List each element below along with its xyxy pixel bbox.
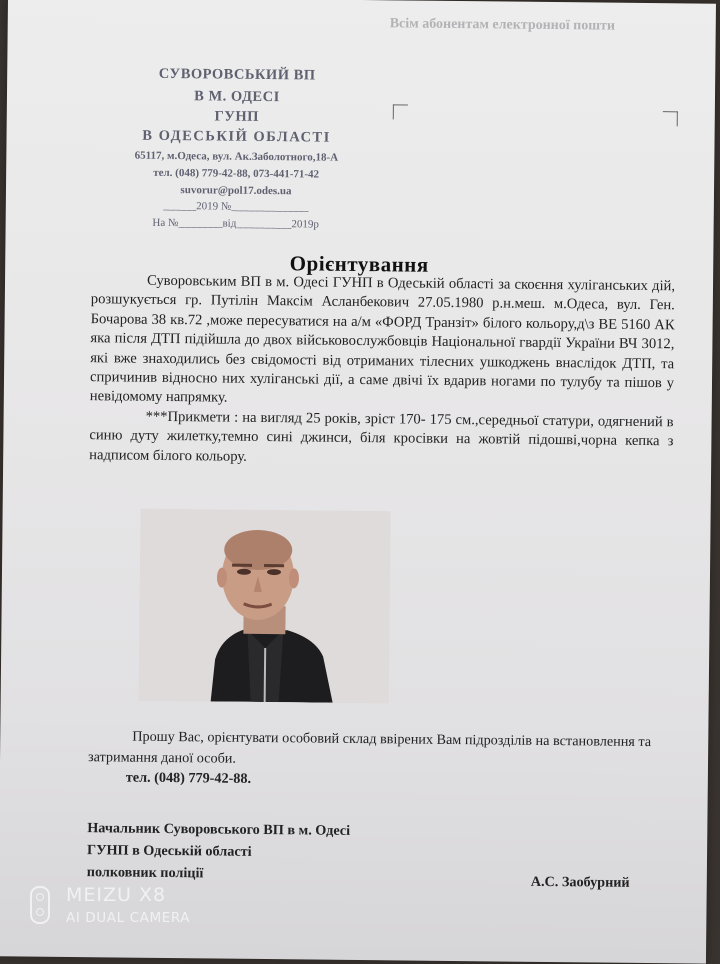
header-line-1: СУВОРОВСЬКИЙ ВП: [158, 65, 316, 84]
outgoing-number: ______2019 №______________: [163, 199, 309, 214]
header-line-3: ГУНП: [214, 108, 260, 125]
document-body: [89, 271, 675, 471]
header-line-4: В ОДЕСЬКІЙ ОБЛАСТІ: [142, 127, 331, 146]
camera-watermark: [30, 884, 190, 926]
suspect-photo: [139, 509, 391, 704]
incoming-number: На №________від__________2019р: [152, 216, 319, 231]
corner-mark-left: [393, 104, 408, 119]
watermark-subtitle: AI DUAL CAMERA: [66, 910, 191, 926]
header-address: 65117, м.Одеса, вул. Ак.Заболотного,18-А: [134, 149, 339, 164]
addressee-line: Всім абонентам електронної пошти: [389, 16, 616, 34]
watermark-brand: MEIZU X8: [66, 884, 167, 906]
contact-phone: тел. (048) 779-42-88.: [125, 769, 252, 787]
dual-camera-icon: [30, 886, 50, 924]
document-title: Орієнтування: [289, 251, 429, 277]
signature-rank: полковник поліції: [86, 864, 204, 882]
signature-position-line-1: Начальник Суворовського ВП в м. Одесі: [87, 820, 351, 839]
body-paragraph-1: Суворовським ВП в м. Одесі ГУНП в Одеській області за скоєння хуліганських дій, розшукується гр. Путілін Максім Асланбекович 27.05.1980 р.н.меш. м.Одеса, вул. Ген. Бочарова 38 кв.72 ,може пересуватися на а/м «ФОРД Транзіт» білого кольору,д\з ВЕ 5160 АК яка після ДТП підійшла до двох військовослужбовців Національної гвардії України ВЧ 3012, які вже знаходились без свідомості від отриманих тілесних ушкоджень внаслідок ДТП, та спричинив відносно них хуліганські дії, а саме двічі їх вдарив ногами по тулубу та пішов у невідомому напрямку.: [89, 272, 676, 407]
header-line-2: В М. ОДЕСІ: [194, 88, 280, 106]
header-phone: тел. (048) 779-42-88, 073-441-71-42: [153, 166, 320, 181]
signature-name: А.С. Заобурний: [530, 873, 630, 891]
corner-mark-right: [663, 111, 678, 126]
suspect-photo-image: [139, 509, 391, 704]
request-text: Прошу Вас, орієнтувати особовий склад ввірених Вам підрозділів на встановлення та затримання даної особи.: [87, 728, 652, 767]
body-paragraph-2: ***Прикмети : на вигляд 25 років, зріст 170- 175 см.,середньої статури, одягнений в синю дуту жилетку,темно сині джинси, біля кросівки на жовтій підошві,чорна кепка з надписом білого кольору.: [89, 408, 674, 465]
signature-position-line-2: ГУНП в Одеській області: [86, 842, 252, 860]
header-email: suvorur@pol17.odes.ua: [180, 184, 292, 198]
